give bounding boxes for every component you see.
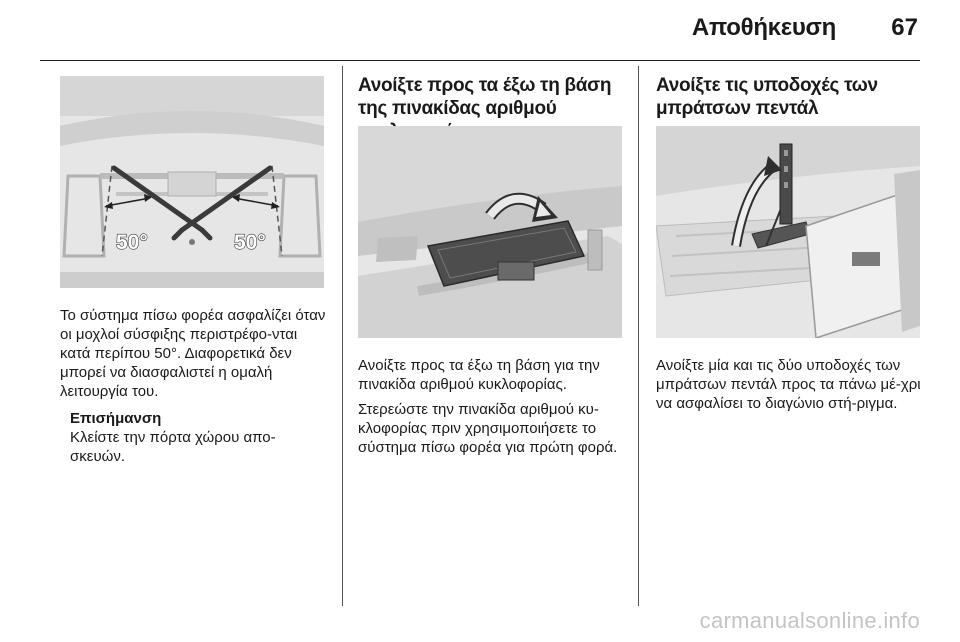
page-title: Αποθήκευση [691, 14, 836, 41]
pedal-arm-sockets-illustration [656, 126, 920, 338]
middle-paragraph-1: Ανοίξτε προς τα έξω τη βάση για την πινακίδα αριθμού κυκλοφορίας. [358, 357, 600, 393]
note-label: Επισήμανση [70, 410, 162, 427]
angle-label-left: 50° [116, 231, 148, 254]
note-block [60, 409, 328, 466]
clamping-levers-illustration [60, 76, 324, 288]
note-text: Κλείστε την πόρτα χώρου απο-σκευών. [70, 429, 276, 465]
right-heading: Ανοίξτε τις υποδοχές των μπράτσων πεντάλ [656, 75, 878, 119]
right-paragraph: Ανοίξτε μία και τις δύο υποδοχές των μπράτσων πεντάλ προς τα πάνω μέ-χρι να ασφαλίσει το διαγώνιο στή-ριγμα. [656, 357, 921, 412]
figure-license-plate-bracket [358, 126, 622, 338]
middle-paragraph-2: Στερεώστε την πινακίδα αριθμού κυ-κλοφορίας πριν χρησιμοποιήσετε το σύστημα πίσω φορέα για πρώτη φορά. [358, 401, 618, 456]
license-plate-bracket-illustration [358, 126, 622, 338]
middle-heading: Ανοίξτε προς τα έξω τη βάση της πινακίδας αριθμού [358, 75, 612, 119]
page-number: 67 [891, 14, 918, 41]
watermark: carmanualsonline.info [699, 608, 920, 633]
middle-column-text [358, 356, 630, 463]
figure-clamping-levers [60, 76, 324, 288]
angle-label-right: 50° [234, 231, 266, 254]
right-column-text [656, 356, 926, 419]
header-rule [40, 60, 920, 61]
left-paragraph: Το σύστημα πίσω φορέα ασφαλίζει όταν οι μοχλοί σύσφιξης περιστρέφο-νται κατά περίπου 50°. Διαφορετικά δεν μπορεί να διασφαλιστεί η ομαλή λειτουργία του. [60, 307, 326, 400]
left-column-text [60, 306, 328, 466]
column-divider-2 [638, 66, 639, 606]
figure-pedal-arm-sockets [656, 126, 920, 338]
column-divider-1 [342, 66, 343, 606]
